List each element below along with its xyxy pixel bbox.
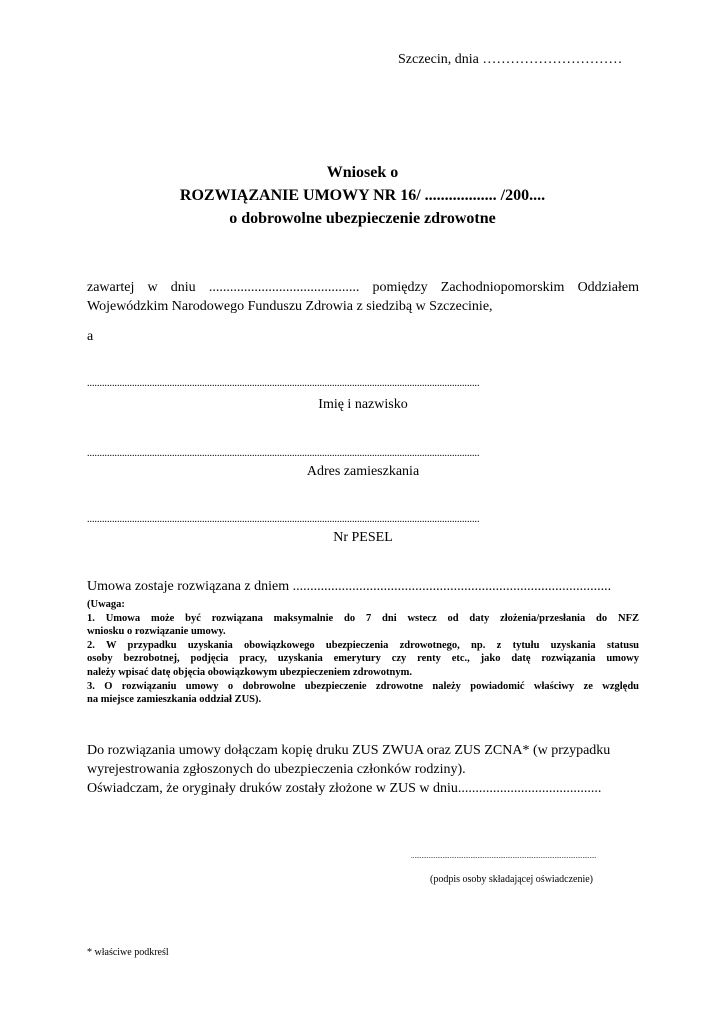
attachments-paragraph [87, 741, 647, 798]
address-field-label: Adres zamieszkania [306, 464, 420, 479]
footnote: * właściwe podkreśl [87, 947, 169, 958]
name-field-dots[interactable]: ............................................................................................................................................................. [87, 378, 480, 389]
signature-label: (podpis osoby składającej oświadczenie) [430, 874, 594, 885]
pesel-field-label: Nr PESEL [333, 530, 393, 545]
note-2-line-1: 2. W przypadku uzyskania obowiązkowego ubezpieczenia zdrowotnego, np. z tytułu uzyskania statusu [87, 639, 639, 651]
note-2-line-3: należy wpisać datę objęcia obowiązkowym ubezpieczeniem zdrowotnym. [87, 666, 412, 678]
attachments-line-2: wyrejestrowania zgłoszonych do ubezpieczenia członków rodziny). [87, 762, 466, 777]
attachments-line-3: Oświadczam, że oryginały druków zostały złożone w ZUS w dniu......................................... [87, 781, 602, 796]
note-2-line-2: osoby bezrobotnej, podjęcia pracy, uzyskania emerytury czy renty etc., jako datę rozwiązania umowy [87, 653, 639, 665]
form-title-line2: ROZWIĄZANIE UMOWY NR 16/ .................. /200.... [179, 187, 546, 204]
note-3-line-1: 3. O rozwiązaniu umowy o dobrowolne ubezpieczenie zdrowotne należy powiadomić właściwy ze względu [87, 680, 639, 692]
note-3-line-2: na miejsce zamieszkania oddział ZUS). [87, 694, 262, 706]
notes-heading: (Uwaga: [87, 599, 125, 610]
termination-date-line: Umowa zostaje rozwiązana z dniem ........................................................................................... [87, 579, 612, 594]
notes-block [87, 598, 639, 707]
contract-line-2: Wojewódzkim Narodowego Funduszu Zdrowia z siedzibą w Szczecinie, [87, 299, 493, 314]
contract-line-1: zawartej w dniu ........................................... pomiędzy Zachodniopomorskim Oddziałem [87, 280, 639, 295]
pesel-field-dots[interactable]: ............................................................................................................................................................. [87, 514, 480, 525]
place-date-line: Szczecin, dnia ………………………… [398, 52, 623, 67]
contract-paragraph [87, 278, 639, 316]
address-field-dots[interactable]: ............................................................................................................................................................. [87, 448, 480, 459]
signature-field-dots[interactable]: .......................................................................................................... [411, 852, 597, 860]
note-1-line-1: 1. Umowa może być rozwiązana maksymalnie do 7 dni wstecz od daty złożenia/przesłania do NFZ [87, 612, 639, 624]
form-title-line1: Wniosek o [326, 164, 399, 181]
name-field-label: Imię i nazwisko [318, 397, 408, 412]
note-1-line-2: wniosku o rozwiązanie umowy. [87, 626, 226, 638]
conjunction-a: a [87, 329, 94, 344]
form-title-line3: o dobrowolne ubezpieczenie zdrowotne [229, 210, 496, 227]
attachments-line-1: Do rozwiązania umowy dołączam kopię druku ZUS ZWUA oraz ZUS ZCNA* (w przypadku [87, 743, 611, 758]
